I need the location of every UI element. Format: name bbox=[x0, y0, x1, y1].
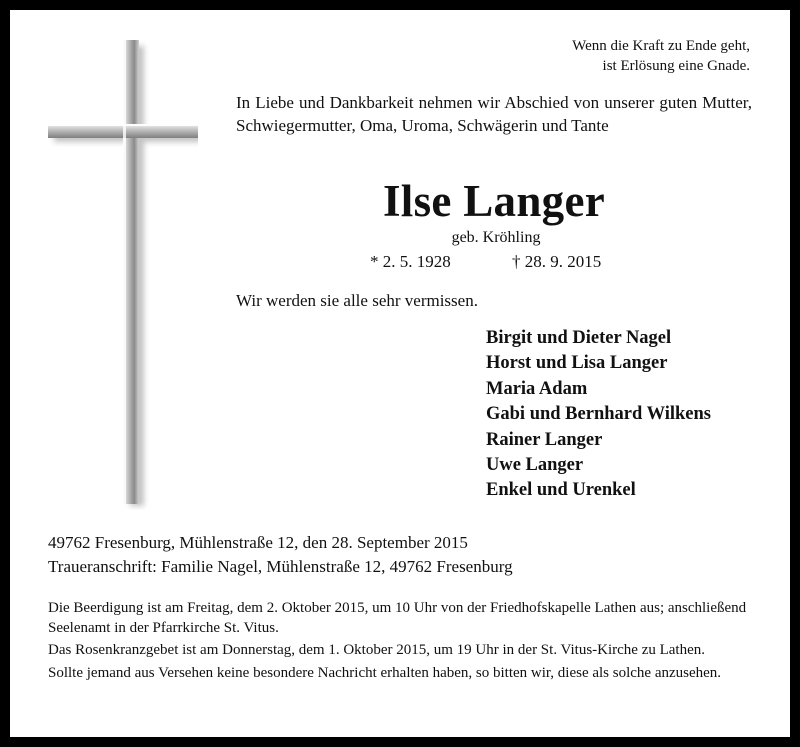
funeral-info-paragraph: Das Rosenkranzgebet ist am Donnerstag, dem 1. Oktober 2015, um 19 Uhr in der St. Vitus-Kirche zu Lathen. bbox=[48, 642, 706, 658]
mourner-item: Enkel und Urenkel bbox=[486, 480, 636, 501]
mourner-item: Rainer Langer bbox=[486, 429, 603, 450]
address-block bbox=[48, 531, 513, 579]
motto-line-1: Wenn die Kraft zu Ende geht, bbox=[572, 38, 750, 54]
funeral-info-paragraph: Die Beerdigung ist am Freitag, dem 2. Oktober 2015, um 10 Uhr von der Friedhofskapelle Lathen aus; anschließend Seelenamt in der Pfarrkirche St. Vitus. bbox=[48, 600, 747, 636]
birth-name: geb. Kröhling bbox=[451, 229, 541, 246]
cross-icon bbox=[48, 40, 198, 510]
location-date: 49762 Fresenburg, Mühlenstraße 12, den 28. September 2015 bbox=[48, 533, 468, 552]
motto bbox=[530, 36, 750, 76]
mourner-item: Maria Adam bbox=[486, 378, 588, 399]
motto-line-2: ist Erlösung eine Gnade. bbox=[602, 58, 750, 74]
funeral-info bbox=[48, 599, 756, 686]
deceased-name: Ilse Langer bbox=[382, 176, 606, 226]
miss-text: Wir werden sie alle sehr vermissen. bbox=[236, 291, 478, 310]
obituary-page bbox=[10, 10, 790, 737]
mourner-item: Gabi und Bernhard Wilkens bbox=[486, 404, 711, 425]
mourner-item: Uwe Langer bbox=[486, 455, 584, 476]
intro-text: In Liebe und Dankbarkeit nehmen wir Abschied von unserer guten Mutter, Schwiegermutter, Oma, Uroma, Schwägerin und Tante bbox=[236, 93, 752, 135]
mourning-address: Traueranschrift: Familie Nagel, Mühlenstraße 12, 49762 Fresenburg bbox=[48, 557, 513, 576]
mourner-item: Birgit und Dieter Nagel bbox=[486, 328, 672, 348]
mourner-item: Horst und Lisa Langer bbox=[486, 353, 668, 374]
birth-date: * 2. 5. 1928 bbox=[370, 252, 451, 271]
death-date: † 28. 9. 2015 bbox=[512, 252, 602, 271]
mourners-list bbox=[486, 326, 711, 504]
funeral-info-paragraph: Sollte jemand aus Versehen keine besondere Nachricht erhalten haben, so bitten wir, diese als solche anzusehen. bbox=[48, 664, 722, 681]
